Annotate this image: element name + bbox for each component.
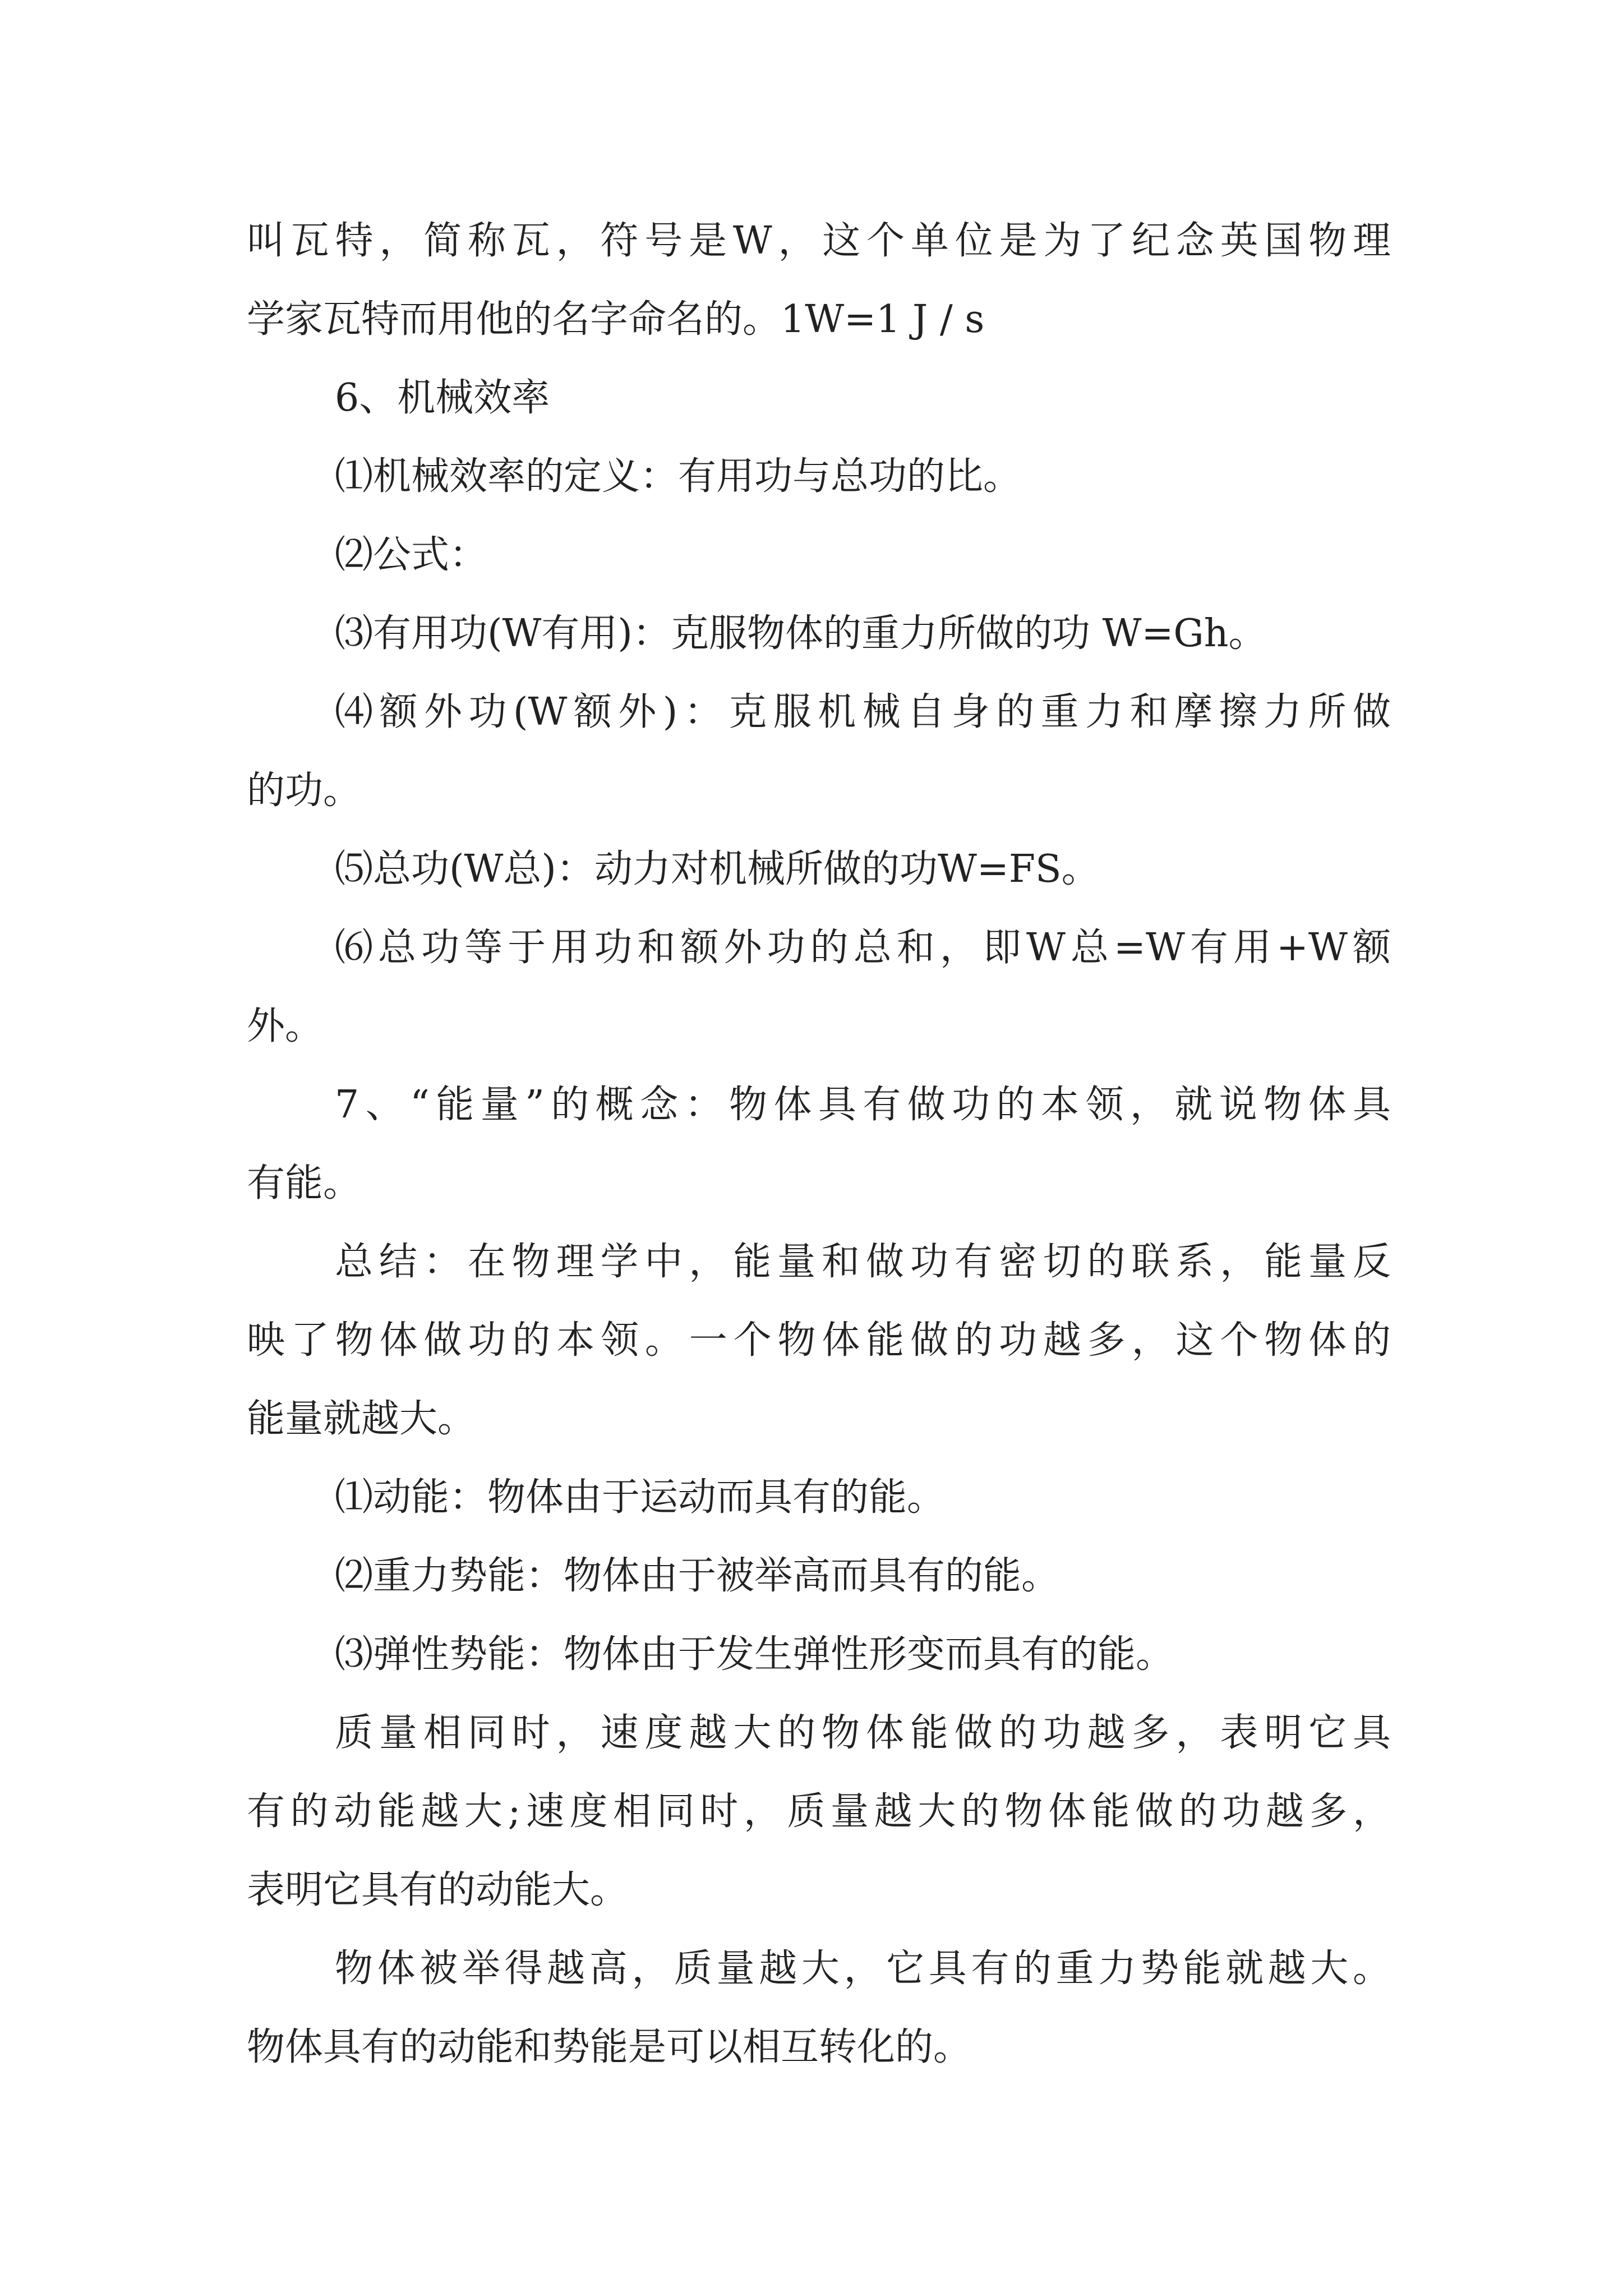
text-line: 有的动能越大;速度相同时，质量越大的物体能做的功越多， bbox=[247, 1789, 1391, 1834]
text-line: 物体被举得越高，质量越大，它具有的重力势能就越大。 bbox=[335, 1947, 1391, 1991]
text-line: 外。 bbox=[247, 1004, 324, 1048]
text-line: ⑶有用功(W有用)：克服物体的重力所做的功 W=Gh。 bbox=[335, 611, 1267, 656]
text-line: ⑴动能：物体由于运动而具有的能。 bbox=[335, 1475, 946, 1520]
text-line: ⑷额外功(W额外)：克服机械自身的重力和摩擦力所做 bbox=[335, 690, 1391, 734]
text-line: ⑵公式： bbox=[335, 533, 488, 577]
text-line: 质量相同时，速度越大的物体能做的功越多，表明它具 bbox=[335, 1711, 1391, 1755]
text-line: ⑸总功(W总)：动力对机械所做的功W=FS。 bbox=[335, 847, 1100, 891]
text-line: ⑵重力势能：物体由于被举高而具有的能。 bbox=[335, 1554, 1060, 1598]
text-line: 总结：在物理学中，能量和做功有密切的联系，能量反 bbox=[335, 1240, 1391, 1284]
section-heading: 6、机械效率 bbox=[335, 376, 550, 420]
text-line: 叫瓦特，简称瓦，符号是W，这个单位是为了纪念英国物理 bbox=[247, 219, 1391, 263]
text-line: 表明它具有的动能大。 bbox=[247, 1868, 629, 1912]
text-line: 的功。 bbox=[247, 769, 362, 813]
text-line: ⑹总功等于用功和额外功的总和，即W总=W有用+W额 bbox=[335, 926, 1391, 970]
text-line: 物体具有的动能和势能是可以相互转化的。 bbox=[247, 2025, 972, 2069]
text-line: ⑴机械效率的定义：有用功与总功的比。 bbox=[335, 454, 1022, 499]
section-heading: 7、“能量”的概念：物体具有做功的本领，就说物体具 bbox=[335, 1083, 1391, 1127]
text-line: ⑶弹性势能：物体由于发生弹性形变而具有的能。 bbox=[335, 1632, 1174, 1677]
text-line: 能量就越大。 bbox=[247, 1397, 476, 1441]
text-line: 有能。 bbox=[247, 1161, 362, 1205]
text-line: 映了物体做功的本领。一个物体能做的功越多，这个物体的 bbox=[247, 1318, 1391, 1363]
text-line: 学家瓦特而用他的名字命名的。1W=1 J / s bbox=[247, 297, 985, 342]
